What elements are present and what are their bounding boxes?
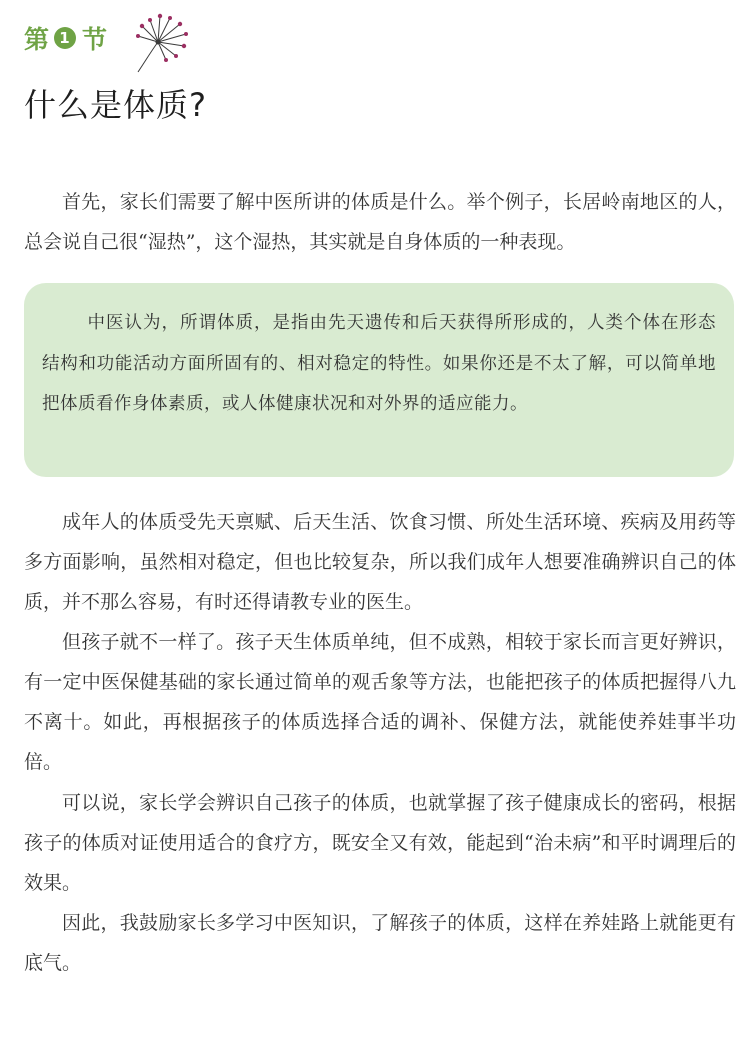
section-number-badge: 1 xyxy=(54,27,76,49)
paragraph-conclusion: 因此，我鼓励家长多学习中医知识，了解孩子的体质，这样在养娃路上就能更有底气。 xyxy=(24,912,736,974)
paragraph-adults: 成年人的体质受先天禀赋、后天生活、饮食习惯、所处生活环境、疾病及用药等多方面影响，虽然相对稳定，但也比较复杂，所以我们成年人想要准确辨识自己的体质，并不那么容易，有时还得请教专业的医生。 xyxy=(24,511,736,613)
dandelion-icon xyxy=(132,12,190,74)
paragraph-intro: 首先，家长们需要了解中医所讲的体质是什么。举个例子，长居岭南地区的人，总会说自己很“湿热”，这个湿热，其实就是自身体质的一种表现。 xyxy=(24,191,736,253)
page-title: 什么是体质? xyxy=(24,86,207,124)
section-label xyxy=(24,20,108,56)
section-suffix: 节 xyxy=(82,25,109,54)
definition-callout xyxy=(24,283,734,477)
paragraph-benefit: 可以说，家长学会辨识自己孩子的体质，也就掌握了孩子健康成长的密码，根据孩子的体质对证使用适合的食疗方，既安全又有效，能起到“治未病”和平时调理后的效果。 xyxy=(24,792,736,894)
section-header xyxy=(24,20,108,56)
callout-text: 中医认为，所谓体质，是指由先天遗传和后天获得所形成的，人类个体在形态结构和功能活动方面所固有的、相对稳定的特性。如果你还是不太了解，可以简单地把体质看作身体素质，或人体健康状况和对外界的适应能力。 xyxy=(42,313,716,414)
paragraph-children: 但孩子就不一样了。孩子天生体质单纯，但不成熟，相较于家长而言更好辨识，有一定中医保健基础的家长通过简单的观舌象等方法，也能把孩子的体质把握得八九不离十。如此，再根据孩子的体质选择合适的调补、保健方法，就能使养娃事半功倍。 xyxy=(24,631,736,773)
section-prefix: 第 xyxy=(24,25,51,54)
